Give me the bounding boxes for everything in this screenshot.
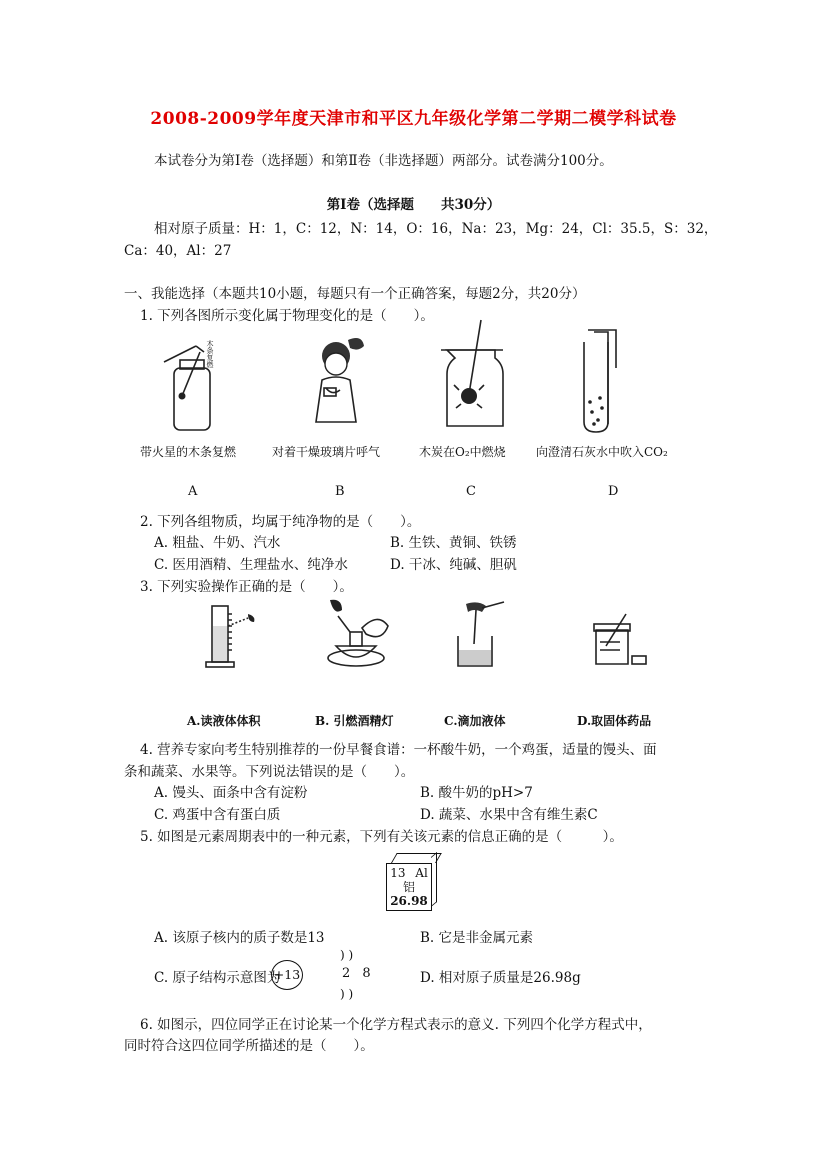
- page-title: 2008-2009学年度天津市和平区九年级化学第二学期二模学科试卷: [150, 109, 677, 129]
- shell-arc-top: ) ): [340, 948, 354, 962]
- q3-caption-d: D.取固体药品: [577, 714, 652, 728]
- q1-caption-d: 向澄清石灰水中吹入CO₂: [536, 445, 668, 459]
- q3-figure-a: [204, 604, 264, 670]
- q2-option-b: B. 生铁、黄铜、铁锈: [390, 535, 517, 551]
- q4-option-c: C. 鸡蛋中含有蛋白质: [154, 807, 281, 823]
- q2-stem: 2. 下列各组物质，均属于纯净物的是（ ）。: [140, 514, 421, 530]
- q3-figure-b: [322, 598, 394, 670]
- section1-heading: 一、我能选择（本题共10小题，每题只有一个正确答案，每题2分，共20分）: [124, 286, 586, 302]
- q5-option-a: A. 该原子核内的质子数是13: [154, 930, 325, 946]
- q3-caption-a: A.读液体体积: [187, 714, 261, 728]
- q1-caption-c: 木炭在O₂中燃烧: [419, 445, 506, 459]
- atom-nucleus: +13: [271, 960, 303, 990]
- q1-label-c: C: [466, 484, 476, 499]
- q3-caption-c: C.滴加液体: [444, 714, 506, 728]
- q4-option-a: A. 馒头、面条中含有淀粉: [154, 785, 308, 801]
- q1-stem: 1. 下列各图所示变化属于物理变化的是（ ）。: [140, 308, 434, 324]
- q2-option-c: C. 医用酒精、生理盐水、纯净水: [154, 557, 348, 573]
- shell-arc-bottom: ) ): [340, 987, 354, 1001]
- element-number: 13: [390, 866, 406, 880]
- q1-label-d: D: [608, 484, 619, 499]
- atomic-mass-line2: Ca：40，Al：27: [124, 243, 232, 259]
- q4-stem-line2: 条和蔬菜、水果等。下列说法错误的是（ ）。: [124, 764, 415, 780]
- q3-figure-c: [452, 600, 512, 672]
- q5-option-d: D. 相对原子质量是26.98g: [420, 970, 581, 986]
- q3-stem: 3. 下列实验操作正确的是（ ）。: [140, 579, 353, 595]
- shell-2: 8: [362, 966, 371, 981]
- q6-stem-line1: 6. 如图示，四位同学正在讨论某一个化学方程式表示的意义. 下列四个化学方程式中，: [140, 1017, 652, 1033]
- q1-figure-d: [580, 328, 630, 436]
- atomic-mass-line1: 相对原子质量：H：1，C：12，N：14，O：16，Na：23，Mg：24，Cl：35.5，S：32，: [154, 221, 718, 237]
- q5-stem: 5. 如图是元素周期表中的一种元素，下列有关该元素的信息正确的是（ ）。: [140, 829, 623, 845]
- q1-figure-b: [302, 330, 372, 435]
- q4-option-b: B. 酸牛奶的pH>7: [420, 785, 533, 801]
- q3-figure-d: [592, 612, 652, 670]
- q2-option-d: D. 干冰、纯碱、胆矾: [390, 557, 517, 573]
- q1-caption-b: 对着干燥玻璃片呼气: [272, 445, 381, 459]
- shell-electrons: [342, 966, 371, 981]
- element-symbol: Al: [415, 866, 428, 880]
- intro-text: 本试卷分为第Ⅰ卷（选择题）和第Ⅱ卷（非选择题）两部分。试卷满分100分。: [154, 153, 613, 169]
- q1-label-b: B: [335, 484, 345, 499]
- q5-option-c: C. 原子结构示意图为: [154, 970, 281, 986]
- q1-figure-a: [160, 338, 230, 438]
- part1-heading: 第Ⅰ卷（选择题 共30分）: [326, 197, 501, 213]
- element-tile: [386, 853, 432, 911]
- q6-stem-line2: 同时符合这四位同学所描述的是（ ）。: [124, 1038, 374, 1054]
- q4-stem-line1: 4. 营养专家向考生特别推荐的一份早餐食谱：一杯酸牛奶，一个鸡蛋，适量的馒头、面: [140, 742, 657, 758]
- q1-label-a: A: [188, 484, 198, 499]
- q1-figure-c: [437, 318, 507, 436]
- element-tile-face: [386, 863, 432, 911]
- q2-option-a: A. 粗盐、牛奶、汽水: [154, 535, 281, 551]
- element-name: 铝: [402, 880, 415, 894]
- q4-option-d: D. 蔬菜、水果中含有维生素C: [420, 807, 598, 823]
- q1-caption-a: 带火星的木条复燃: [140, 445, 237, 459]
- element-mass: 26.98: [390, 894, 428, 908]
- shell-1: 2: [342, 966, 351, 981]
- q1-sign: 木条复燃: [206, 340, 214, 368]
- q3-caption-b: B. 引燃酒精灯: [315, 714, 394, 728]
- q5-option-b: B. 它是非金属元素: [420, 930, 534, 946]
